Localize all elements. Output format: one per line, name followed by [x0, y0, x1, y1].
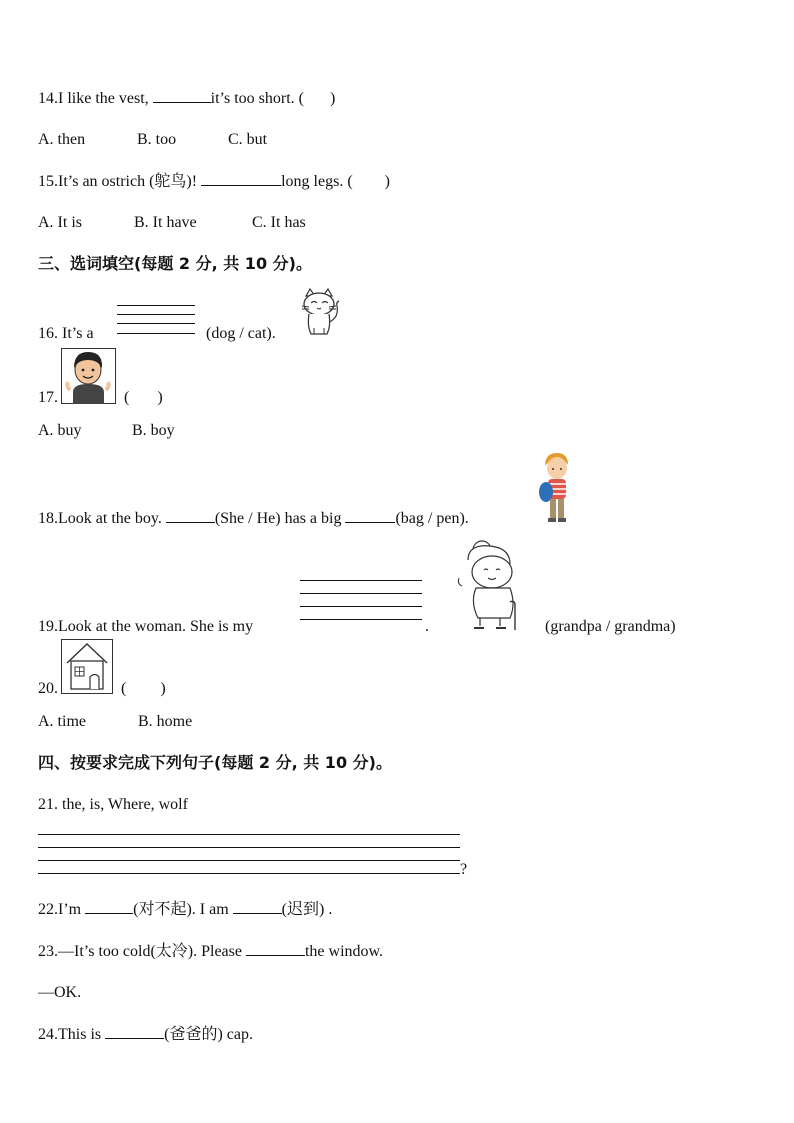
question-22: [38, 899, 332, 920]
question-23: [38, 941, 383, 962]
question-number: 24.: [38, 1026, 58, 1043]
question-15: [38, 171, 390, 192]
question-text: (对不起). I am: [133, 901, 233, 918]
question-text: Look at the boy.: [58, 510, 166, 527]
option-c: C. It has: [252, 214, 306, 231]
question-number: 19.: [38, 618, 58, 635]
question-text: It’s an ostrich (鸵鸟)!: [58, 173, 202, 190]
answer-blank[interactable]: [201, 171, 281, 186]
question-text: I’m: [58, 901, 86, 918]
question-16-choices: (dog / cat).: [206, 325, 276, 342]
grandma-picture: [456, 538, 528, 632]
question-17-paren[interactable]: [124, 388, 163, 408]
question-number: 23.: [38, 943, 58, 960]
answer-blank[interactable]: [233, 899, 282, 914]
options-14: [38, 130, 268, 150]
question-24: [38, 1024, 253, 1045]
writing-lines[interactable]: [300, 580, 422, 620]
question-text: it’s too short. (: [210, 90, 304, 107]
option-b: B. home: [138, 713, 193, 730]
question-14: [38, 88, 335, 109]
question-number: 14.: [38, 90, 58, 107]
options-15: [38, 213, 306, 233]
question-text: —It’s too cold(太冷). Please: [58, 943, 246, 960]
writing-lines[interactable]: [38, 834, 460, 874]
writing-lines[interactable]: [117, 305, 195, 335]
question-20: [38, 679, 58, 699]
paren-close: ): [329, 90, 336, 107]
question-19-period: .: [425, 618, 429, 635]
option-a: A. buy: [38, 422, 82, 439]
option-b: B. boy: [132, 422, 175, 439]
question-text: (爸爸的) cap.: [164, 1026, 253, 1043]
paren-open: (: [124, 389, 130, 406]
question-19-choices: (grandpa / grandma): [545, 618, 676, 635]
option-a: A. then: [38, 131, 86, 148]
section-3-heading: 三、选词填空(每题 2 分, 共 10 分)。: [38, 254, 312, 273]
option-a: A. It is: [38, 214, 82, 231]
question-21: 21. the, is, Where, wolf: [38, 796, 188, 813]
paren-close: ): [157, 389, 163, 406]
question-text: long legs. (: [281, 173, 353, 190]
section-4-heading: 四、按要求完成下列句子(每题 2 分, 共 10 分)。: [38, 753, 392, 772]
options-20: [38, 712, 193, 732]
question-mark: ?: [460, 861, 468, 878]
question-number: 20.: [38, 680, 58, 697]
option-a: A. time: [38, 713, 86, 730]
question-23-reply: —OK.: [38, 984, 82, 1001]
question-17: [38, 388, 58, 408]
question-20-paren[interactable]: [121, 679, 166, 699]
question-text: This is: [58, 1026, 106, 1043]
question-19: [38, 617, 253, 637]
answer-blank[interactable]: [166, 508, 215, 523]
cat-picture: [296, 288, 344, 338]
answer-blank[interactable]: [345, 508, 395, 523]
question-text: (迟到) .: [281, 901, 333, 918]
boy-picture: [61, 348, 116, 404]
question-text: (She / He) has a big: [214, 510, 346, 527]
question-number: 17.: [38, 389, 58, 406]
question-18: [38, 508, 469, 529]
question-text: Look at the woman. She is my: [58, 618, 254, 635]
question-number: 15.: [38, 173, 58, 190]
house-picture: [61, 639, 113, 694]
question-number: 22.: [38, 901, 58, 918]
paren-close: ): [160, 680, 166, 697]
answer-blank[interactable]: [153, 88, 211, 103]
options-17: [38, 421, 175, 441]
question-text: (bag / pen).: [395, 510, 469, 527]
answer-blank[interactable]: [246, 941, 305, 956]
answer-blank[interactable]: [105, 1024, 164, 1039]
paren-open: (: [121, 680, 127, 697]
question-16: [38, 324, 94, 344]
question-text: I like the vest,: [58, 90, 153, 107]
question-number: 18.: [38, 510, 58, 527]
question-text: the window.: [304, 943, 384, 960]
paren-close: ): [384, 173, 390, 190]
boy-with-backpack-picture: [538, 452, 576, 524]
answer-blank[interactable]: [85, 899, 133, 914]
question-text: 16. It’s a: [38, 325, 94, 342]
option-b: B. too: [137, 131, 177, 148]
option-c: C. but: [228, 131, 268, 148]
option-b: B. It have: [134, 214, 197, 231]
